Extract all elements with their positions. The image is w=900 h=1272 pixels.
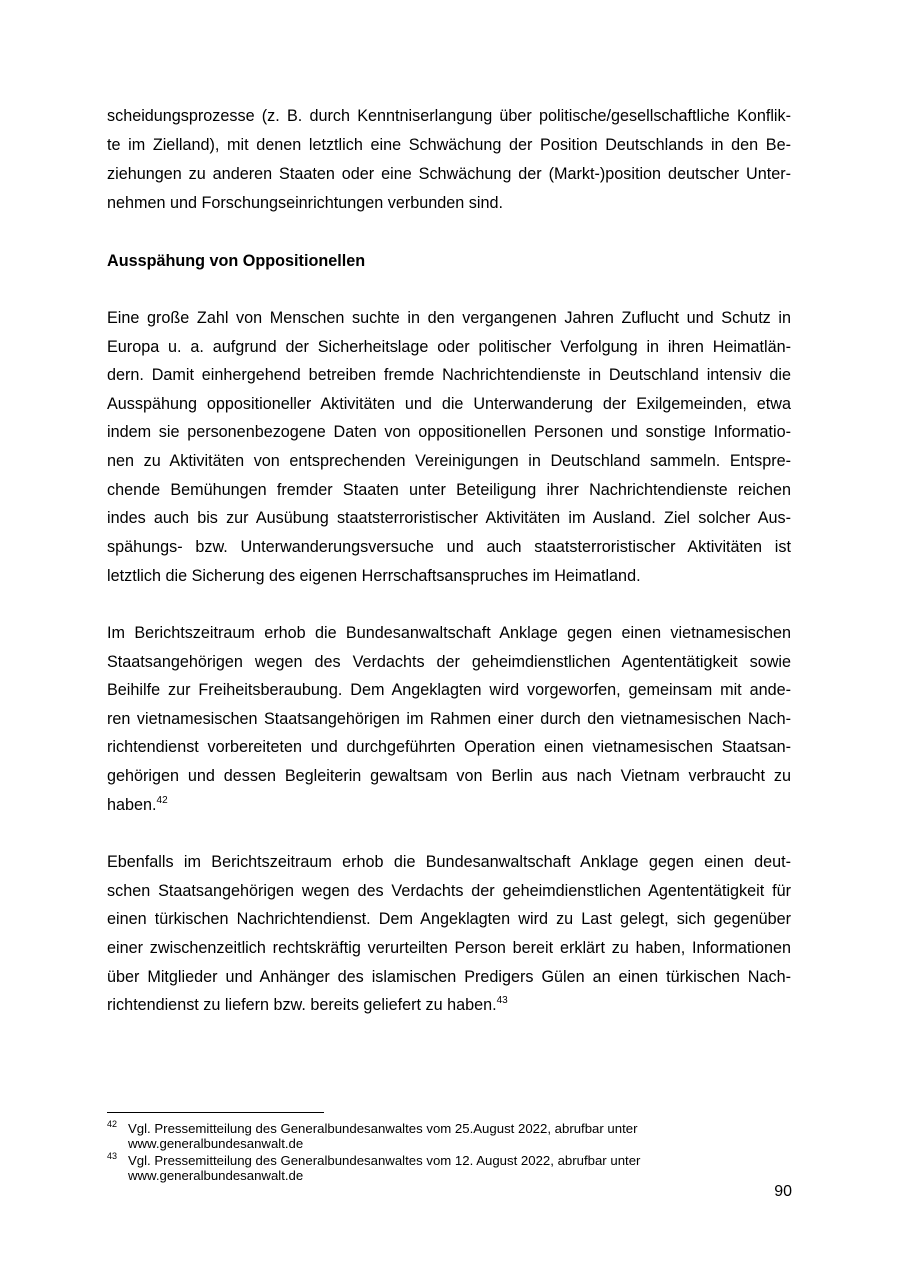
paragraph-line: scheidungsprozesse (z. B. durch Kenntniserlangung über politische/gesellschaftliche Konflik- [107,107,791,125]
paragraph-line: chende Bemühungen fremder Staaten unter Beteiligung ihrer Nachrichtendienste reichen [107,481,791,499]
footnote-link[interactable]: www.generalbundesanwalt.de [128,1168,304,1183]
footnote-text: Vgl. Pressemitteilung des Generalbundesanwaltes vom 25.August 2022, abrufbar unter [128,1121,638,1136]
paragraph-line: schen Staatsangehörigen wegen des Verdachts der geheimdienstlichen Agententätigkeit für [107,882,791,900]
paragraph-line: letztlich die Sicherung des eigenen Herrschaftsanspruches im Heimatland. [107,567,641,585]
paragraph-line-text: richtendienst zu liefern bzw. bereits geliefert zu haben. [107,996,497,1014]
paragraph-line: Im Berichtszeitraum erhob die Bundesanwaltschaft Anklage gegen einen vietnamesischen [107,624,791,642]
footnote-number: 42 [107,1119,118,1129]
paragraph-last-line [107,995,791,1015]
paragraph-line: nen zu Aktivitäten von entsprechenden Vereinigungen in Deutschland sammeln. Entspre- [107,452,791,470]
paragraph-line: spähungs- bzw. Unterwanderungsversuche und auch staatsterroristischer Aktivitäten ist [107,538,791,556]
footnote-link[interactable]: www.generalbundesanwalt.de [128,1136,304,1151]
paragraph-line: gehörigen und dessen Begleiterin gewaltsam von Berlin aus nach Vietnam verbraucht zu [107,767,791,785]
footnote-separator [107,1112,324,1113]
paragraph-line: Ausspähung oppositioneller Aktivitäten und die Unterwanderung der Exilgemeinden, etwa [107,395,791,413]
paragraph-line: Staatsangehörigen wegen des Verdachts der geheimdienstlichen Agententätigkeit sowie [107,653,791,671]
paragraph-line: ziehungen zu anderen Staaten oder eine Schwächung der (Markt-)position deutscher Unter- [107,165,791,183]
paragraph-line: te im Zielland), mit denen letztlich eine Schwächung der Position Deutschlands in den Be- [107,136,791,154]
paragraph-line: Beihilfe zur Freiheitsberaubung. Dem Angeklagten wird vorgeworfen, gemeinsam mit ande- [107,681,791,699]
paragraph-line: dern. Damit einhergehend betreiben fremde Nachrichtendienste in Deutschland intensiv die [107,366,791,384]
paragraph-line: einer zwischenzeitlich rechtskräftig verurteilten Person bereit erklärt zu haben, Informationen [107,939,791,957]
paragraph-line: indes auch bis zur Ausübung staatsterroristischer Aktivitäten im Ausland. Ziel solcher Aus- [107,509,791,527]
paragraph-line-text: haben. [107,796,157,814]
section-heading: Ausspähung von Oppositionellen [107,252,366,270]
paragraph-line: Eine große Zahl von Menschen suchte in den vergangenen Jahren Zuflucht und Schutz in [107,309,791,327]
paragraph-line: Ebenfalls im Berichtszeitraum erhob die Bundesanwaltschaft Anklage gegen einen deut- [107,853,791,871]
footnote-reference[interactable]: 43 [496,995,508,1006]
paragraph-line: nehmen und Forschungseinrichtungen verbunden sind. [107,194,503,212]
page-number: 90 [774,1183,792,1200]
paragraph-line: Europa u. a. aufgrund der Sicherheitslage oder politischer Verfolgung in ihren Heimatlän- [107,338,791,356]
footnote-reference[interactable]: 42 [156,795,168,806]
paragraph-line: über Mitglieder und Anhänger des islamischen Predigers Gülen an einen türkischen Nach- [107,968,791,986]
paragraph-line: ren vietnamesischen Staatsangehörigen im Rahmen einer durch den vietnamesischen Nach- [107,710,791,728]
paragraph-line: indem sie personenbezogene Daten von oppositionellen Personen und sonstige Informatio- [107,423,791,441]
paragraph-line: einen türkischen Nachrichtendienst. Dem Angeklagten wird zu Last gelegt, sich gegenüber [107,910,791,928]
footnote-text: Vgl. Pressemitteilung des Generalbundesanwaltes vom 12. August 2022, abrufbar unter [128,1153,641,1168]
footnote-number: 43 [107,1151,118,1161]
paragraph-line: richtendienst vorbereiteten und durchgeführten Operation einen vietnamesischen Staatsan- [107,738,791,756]
paragraph-last-line [107,795,791,815]
